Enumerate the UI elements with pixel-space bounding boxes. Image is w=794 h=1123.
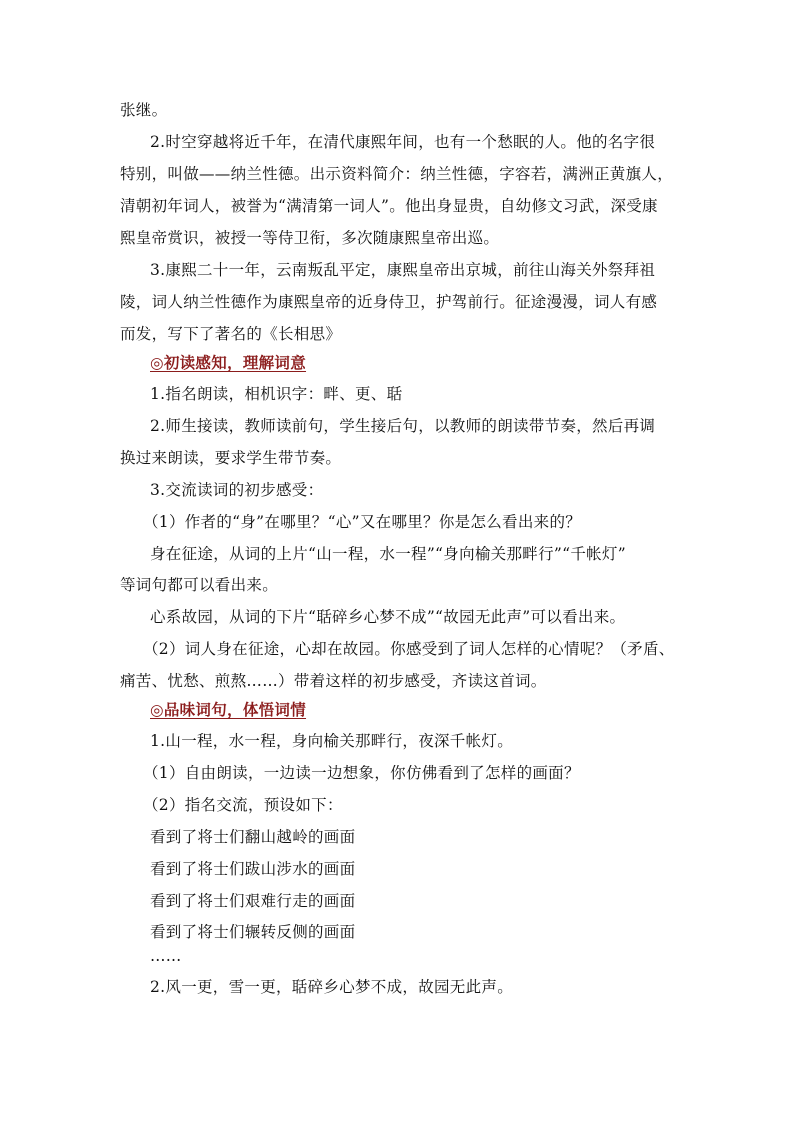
text-line: 陵，词人纳兰性德作为康熙皇帝的近身侍卫，护驾前行。征途漫漫，词人有感 bbox=[120, 293, 658, 311]
text-line: 换过来朗读，要求学生带节奏。 bbox=[120, 449, 342, 467]
text-line: 痛苦、忧愁、煎熬……）带着这样的初步感受，齐读这首词。 bbox=[120, 672, 547, 690]
text-line: 熙皇帝赏识，被授一等侍卫衔，多次随康熙皇帝出巡。 bbox=[120, 229, 500, 247]
section-heading: ◎品味词句，体悟词情 bbox=[150, 700, 307, 719]
text-line: 1.指名朗读，相机识字：畔、更、聒 bbox=[150, 385, 403, 403]
list-item: 看到了将士们翻山越岭的画面 bbox=[150, 828, 356, 846]
text-line: 清朝初年词人，被誉为“满清第一词人”。他出身显贵，自幼修文习武，深受康 bbox=[120, 197, 658, 215]
text-line: 等词句都可以看出来。 bbox=[120, 576, 279, 594]
text-line: 而发，写下了著名的《长相思》 bbox=[120, 325, 342, 343]
text-line: （1）自由朗读，一边读一边想象，你仿佛看到了怎样的画面？ bbox=[143, 764, 580, 782]
list-item: 看到了将士们跋山涉水的画面 bbox=[150, 860, 356, 878]
text-line: 身在征途，从词的上片“山一程，水一程”“身向榆关那畔行”“千帐灯” bbox=[150, 545, 626, 563]
text-line: （2）词人身在征途，心却在故园。你感受到了词人怎样的心情呢？（矛盾、 bbox=[143, 640, 675, 658]
text-line: （1）作者的“身”在哪里？“心”又在哪里？你是怎么看出来的？ bbox=[143, 513, 582, 531]
text-line: 2.师生接读，教师读前句，学生接后句，以教师的朗读带节奏，然后再调 bbox=[150, 417, 656, 435]
text-line: 3.交流读词的初步感受： bbox=[150, 481, 324, 499]
text-line: 心系故园，从词的下片“聒碎乡心梦不成”“故园无此声”可以看出来。 bbox=[150, 608, 626, 626]
list-item: 看到了将士们辗转反侧的画面 bbox=[150, 923, 356, 941]
list-item: 看到了将士们艰难行走的画面 bbox=[150, 892, 356, 910]
text-line: 张继。 bbox=[120, 101, 168, 119]
text-line: 1.山一程，水一程，身向榆关那畔行，夜深千帐灯。 bbox=[150, 732, 513, 750]
text-line: 2.风一更，雪一更，聒碎乡心梦不成，故园无此声。 bbox=[150, 978, 513, 996]
text-line: 2.时空穿越将近千年，在清代康熙年间，也有一个愁眠的人。他的名字很 bbox=[150, 133, 656, 151]
text-line: 3.康熙二十一年，云南叛乱平定，康熙皇帝出京城，前往山海关外祭拜祖 bbox=[150, 261, 656, 279]
ellipsis: …… bbox=[150, 947, 182, 965]
text-line: （2）指名交流，预设如下： bbox=[143, 796, 343, 814]
text-line: 特别，叫做——纳兰性德。出示资料简介：纳兰性德，字容若，满洲正黄旗人， bbox=[120, 165, 674, 183]
section-heading: ◎初读感知，理解词意 bbox=[150, 353, 307, 372]
